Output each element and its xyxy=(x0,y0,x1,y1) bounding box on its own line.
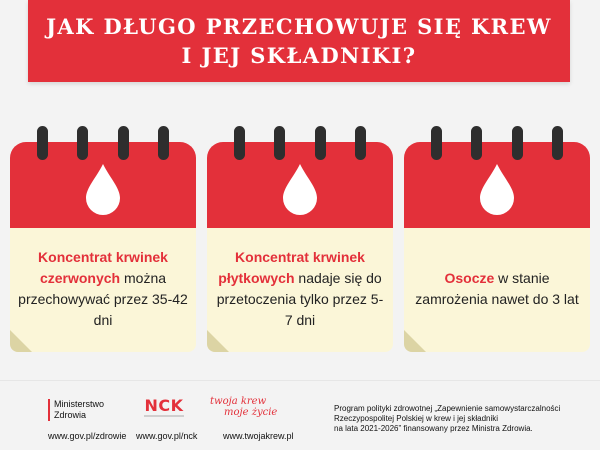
card-description: można przechowywać przez 35-42 dni xyxy=(18,270,188,328)
calendar-card-red-cells xyxy=(10,126,196,352)
calendar-ring-icon xyxy=(315,126,326,160)
calendar-card-plasma xyxy=(404,126,590,352)
card-highlight: Koncentrat krwinek czerwonych xyxy=(38,249,168,286)
ministry-logo-line-2: Zdrowia xyxy=(54,410,87,420)
blood-drop-icon xyxy=(82,162,124,216)
card-text xyxy=(410,238,584,340)
card-description: w stanie zamrożenia nawet do 3 lat xyxy=(415,270,579,307)
calendar-ring-icon xyxy=(37,126,48,160)
page-title-line-1: JAK DŁUGO PRZECHOWUJE SIĘ KREW xyxy=(46,14,552,39)
program-line-2: Rzeczypospolitej Polskiej w krew i jej składniki xyxy=(334,414,499,423)
ministry-logo-mark xyxy=(48,399,50,421)
footer-divider xyxy=(0,380,600,381)
program-line-3: na lata 2021-2026” finansowany przez Ministra Zdrowia. xyxy=(334,424,533,433)
calendar-page xyxy=(404,228,590,352)
program-info xyxy=(334,404,594,434)
blood-drop-icon xyxy=(476,162,518,216)
nck-logo: NCK xyxy=(144,396,184,415)
calendar-ring-icon xyxy=(158,126,169,160)
ministry-link[interactable]: www.gov.pl/zdrowie xyxy=(48,431,127,441)
page-title-line-2: I JEJ SKŁADNIKI? xyxy=(181,43,417,68)
title-banner xyxy=(28,0,570,82)
card-highlight: Osocze xyxy=(444,270,495,286)
nck-logo-underline xyxy=(144,415,184,417)
ministry-logo-line-1: Ministerstwo xyxy=(54,399,105,409)
calendar-ring-icon xyxy=(355,126,366,160)
page-fold xyxy=(404,330,426,352)
card-text xyxy=(213,238,387,340)
page-fold xyxy=(207,330,229,352)
calendar-ring-icon xyxy=(77,126,88,160)
calendar-ring-icon xyxy=(234,126,245,160)
calendar-ring-icon xyxy=(552,126,563,160)
blood-drop-icon xyxy=(279,162,321,216)
calendar-ring-icon xyxy=(274,126,285,160)
program-line-1: Program polityki zdrowotnej „Zapewnienie samowystarczalności xyxy=(334,404,561,413)
calendar-card-platelets xyxy=(207,126,393,352)
calendar-ring-icon xyxy=(512,126,523,160)
nck-link[interactable]: www.gov.pl/nck xyxy=(136,431,198,441)
card-description: nadaje się do przetoczenia tylko przez 5-7 dni xyxy=(216,270,384,328)
campaign-link[interactable]: www.twojakrew.pl xyxy=(223,431,294,441)
campaign-logo xyxy=(210,396,300,418)
calendar-ring-icon xyxy=(118,126,129,160)
card-highlight: Koncentrat krwinek płytkowych xyxy=(218,249,365,286)
card-text xyxy=(16,238,190,340)
calendar-page xyxy=(10,228,196,352)
page-fold xyxy=(10,330,32,352)
campaign-logo-line-2: moje życie xyxy=(224,407,278,418)
calendar-ring-icon xyxy=(431,126,442,160)
ministry-logo xyxy=(54,399,104,421)
calendar-ring-icon xyxy=(471,126,482,160)
calendar-page xyxy=(207,228,393,352)
campaign-logo-line-1: twoja krew xyxy=(210,396,267,407)
